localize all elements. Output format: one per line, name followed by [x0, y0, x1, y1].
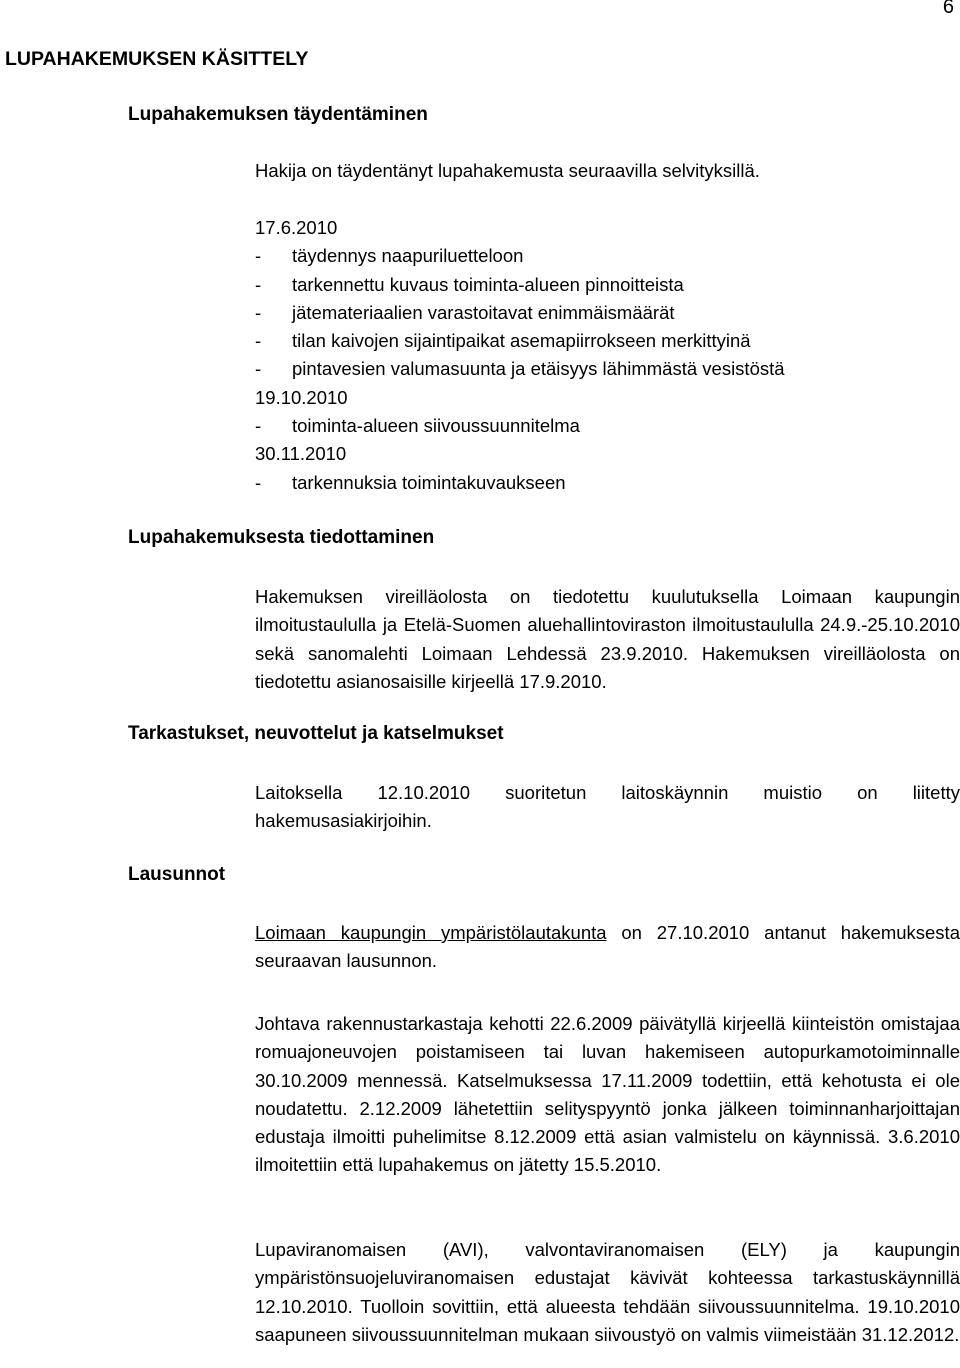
date-label: 19.10.2010 [255, 386, 348, 408]
authority-name: Loimaan kaupungin ympäristölautakunta [255, 922, 607, 943]
list-item: - pintavesien valumasuunta ja etäisyys lähimmästä vesistöstä [255, 358, 785, 380]
page-number: 6 [942, 0, 954, 18]
inspections-text: Laitoksella 12.10.2010 suoritetun laitoskäynnin muistio on liitetty hakemusasiakirjoihin. [255, 782, 960, 832]
supplement-heading: Lupahakemuksen täydentäminen [128, 104, 428, 125]
list-item: - toiminta-alueen siivoussuunnitelma [255, 415, 580, 437]
statement-paragraph-1: Johtava rakennustarkastaja kehotti 22.6.2009 päivätyllä kirjeellä kiinteistön omistajaa romuajoneuvojen poistamiseen tai luvan hakemiseen autopurkamotoiminnalle 30.10.2009 mennessä. Katselmuksessa 17.11.2009 todettiin, että kehotusta ei ole noudatettu. 2.12.2009 lähetettiin selityspyyntö jonka jälkeen toiminnanharjoittajan edustaja ilmoitti puhelimitse 8.12.2009 että asian valmistelu on käynnissä. 3.6.2010 ilmoitettiin että lupahakemus on jätetty 15.5.2010. [255, 1013, 960, 1176]
list-item: - tarkennettu kuvaus toiminta-alueen pinnoitteista [255, 273, 684, 295]
notification-heading: Lupahakemuksesta tiedottaminen [128, 527, 435, 548]
statement-paragraph-2: Lupaviranomaisen (AVI), valvontaviranomaisen (ELY) ja kaupungin ympäristönsuojeluviranomaisen edustajat kävivät kohteessa tarkastuskäynnillä 12.10.2010. Tuolloin sovittiin, että alueesta tehdään siivoussuunnitelma. 19.10.2010 saapuneen siivoussuunnitelman mukaan siivoustyö on valmis viimeistään 31.12.2012. [255, 1239, 960, 1345]
statements-heading: Lausunnot [128, 864, 226, 885]
list-item: - tarkennuksia toimintakuvaukseen [255, 471, 566, 493]
date-label: 30.11.2010 [255, 443, 347, 465]
date-label: 17.6.2010 [255, 217, 338, 238]
notification-text: Hakemuksen vireilläolosta on tiedotettu kuulutuksella Loimaan kaupungin ilmoitustaululla ja Etelä-Suomen aluehallintoviraston ilmoitustaululla 24.9.-25.10.2010 sekä sanomalehti Loimaan Lehdessä 23.9.2010. Hakemuksen vireilläolosta on tiedotettu asianosaisille kirjeellä 17.9.2010. [255, 586, 960, 692]
list-item: - jätemateriaalien varastoitavat enimmäismäärät [255, 301, 675, 323]
main-heading: LUPAHAKEMUKSEN KÄSITTELY [5, 48, 309, 70]
list-item: - tilan kaivojen sijaintipaikat asemapiirrokseen merkittyinä [255, 330, 751, 352]
supplement-list [255, 214, 785, 497]
list-item: - täydennys naapuriluetteloon [255, 245, 524, 267]
statement-intro: Loimaan kaupungin ympäristölautakunta on 27.10.2010 antanut hakemuksesta seuraavan lausunnon. [255, 922, 960, 972]
inspections-heading: Tarkastukset, neuvottelut ja katselmukset [128, 723, 504, 744]
supplement-intro: Hakija on täydentänyt lupahakemusta seuraavilla selvityksillä. [255, 160, 760, 181]
